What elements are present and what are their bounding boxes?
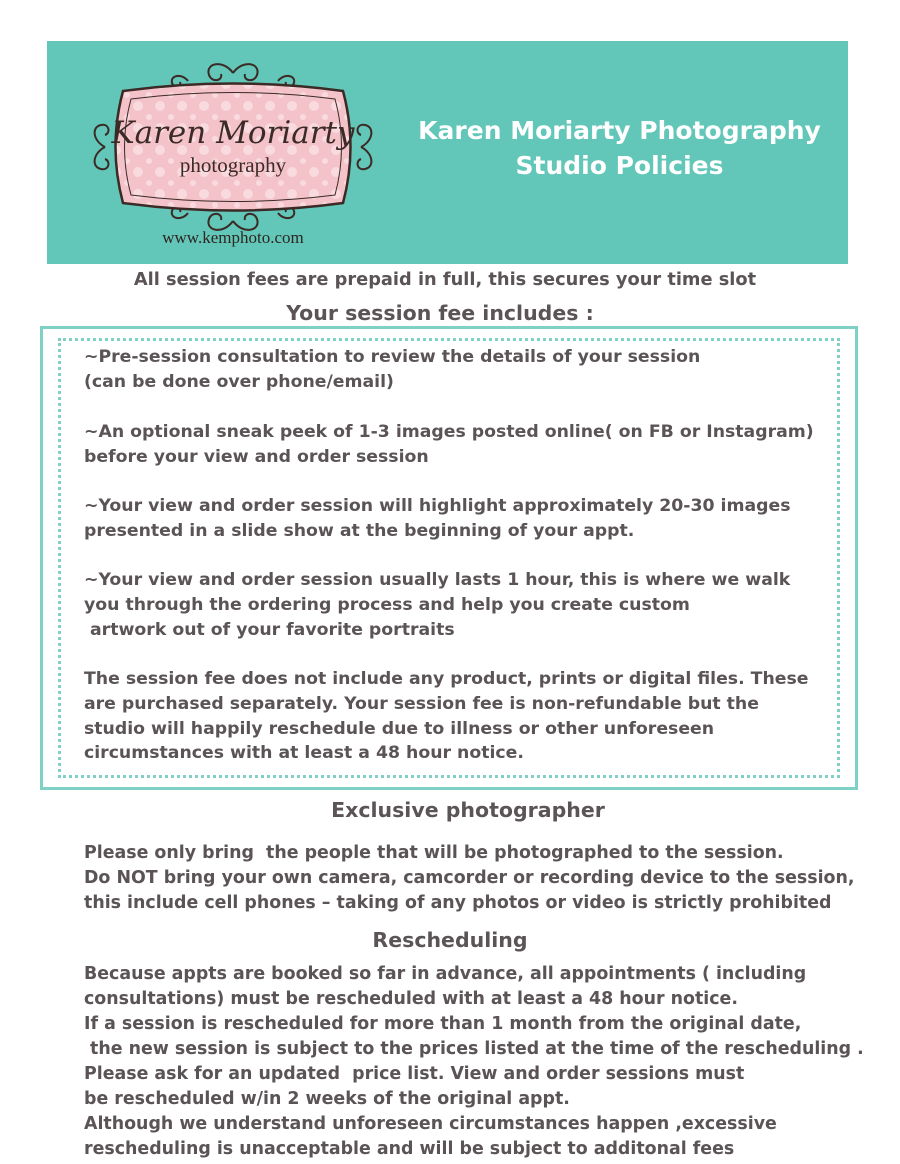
page-title xyxy=(397,113,842,183)
rescheduling-heading: Rescheduling xyxy=(372,928,528,952)
fee-item xyxy=(84,420,874,470)
exclusive-line: Please only bring the people that will be photographed to the session. xyxy=(84,843,784,863)
fee-item-line: ~Your view and order session will highlight approximately 20-30 images xyxy=(84,496,791,516)
logo xyxy=(83,51,383,256)
fee-item-line: ~An optional sneak peek of 1-3 images posted online( on FB or Instagram) xyxy=(84,422,814,442)
fee-item-line: are purchased separately. Your session fee is non-refundable but the xyxy=(84,693,759,714)
fee-item xyxy=(84,494,874,544)
exclusive-line: Do NOT bring your own camera, camcorder or recording device to the session, xyxy=(84,868,855,888)
rescheduling-line: Please ask for an updated price list. View and order sessions must xyxy=(84,1064,745,1084)
fee-item xyxy=(84,345,874,395)
fee-item-line: ~Pre-session consultation to review the details of your session xyxy=(84,347,701,367)
rescheduling-line: be rescheduled w/in 2 weeks of the original appt. xyxy=(84,1089,570,1109)
exclusive-line: this include cell phones – taking of any photos or video is strictly prohibited xyxy=(84,893,832,913)
fee-item-line: studio will happily reschedule due to illness or other unforeseen xyxy=(84,718,715,739)
exclusive-heading: Exclusive photographer xyxy=(331,798,605,822)
logo-url: www.kemphoto.com xyxy=(162,228,304,247)
rescheduling-text xyxy=(84,962,884,1162)
fee-item-line: The session fee does not include any product, prints or digital files. These xyxy=(84,669,809,689)
fee-item-line: ~Your view and order session usually lasts 1 hour, this is where we walk xyxy=(84,570,791,590)
page-title-line-1: Karen Moriarty Photography xyxy=(418,116,821,145)
page-title-line-2: Studio Policies xyxy=(515,151,724,180)
header-banner xyxy=(47,41,848,264)
rescheduling-line: If a session is rescheduled for more than 1 month from the original date, xyxy=(84,1014,802,1034)
rescheduling-line: consultations) must be rescheduled with at least a 48 hour notice. xyxy=(84,989,738,1009)
fee-item xyxy=(84,667,874,766)
fee-item-line: before your view and order session xyxy=(84,446,429,467)
rescheduling-line: Although we understand unforeseen circumstances happen ,excessive xyxy=(84,1114,777,1134)
rescheduling-line: the new session is subject to the prices listed at the time of the rescheduling . xyxy=(84,1039,864,1059)
fee-item xyxy=(84,568,874,642)
rescheduling-line: rescheduling is unacceptable and will be subject to additonal fees xyxy=(84,1139,735,1159)
logo-subtitle: photography xyxy=(179,153,287,177)
fee-item-line: (can be done over phone/email) xyxy=(84,371,394,392)
fee-item-line: artwork out of your favorite portraits xyxy=(84,619,455,640)
fee-item-line: circumstances with at least a 48 hour notice. xyxy=(84,743,524,764)
logo-name: Karen Moriarty xyxy=(111,115,355,151)
fee-item-line: presented in a slide show at the beginning of your appt. xyxy=(84,520,635,541)
fee-item-line: you through the ordering process and help you create custom xyxy=(84,594,690,615)
intro-text: All session fees are prepaid in full, this secures your time slot xyxy=(133,269,757,290)
rescheduling-line: Because appts are booked so far in advance, all appointments ( including xyxy=(84,964,807,984)
exclusive-text xyxy=(84,841,884,916)
fee-section-heading: Your session fee includes : xyxy=(286,301,594,325)
